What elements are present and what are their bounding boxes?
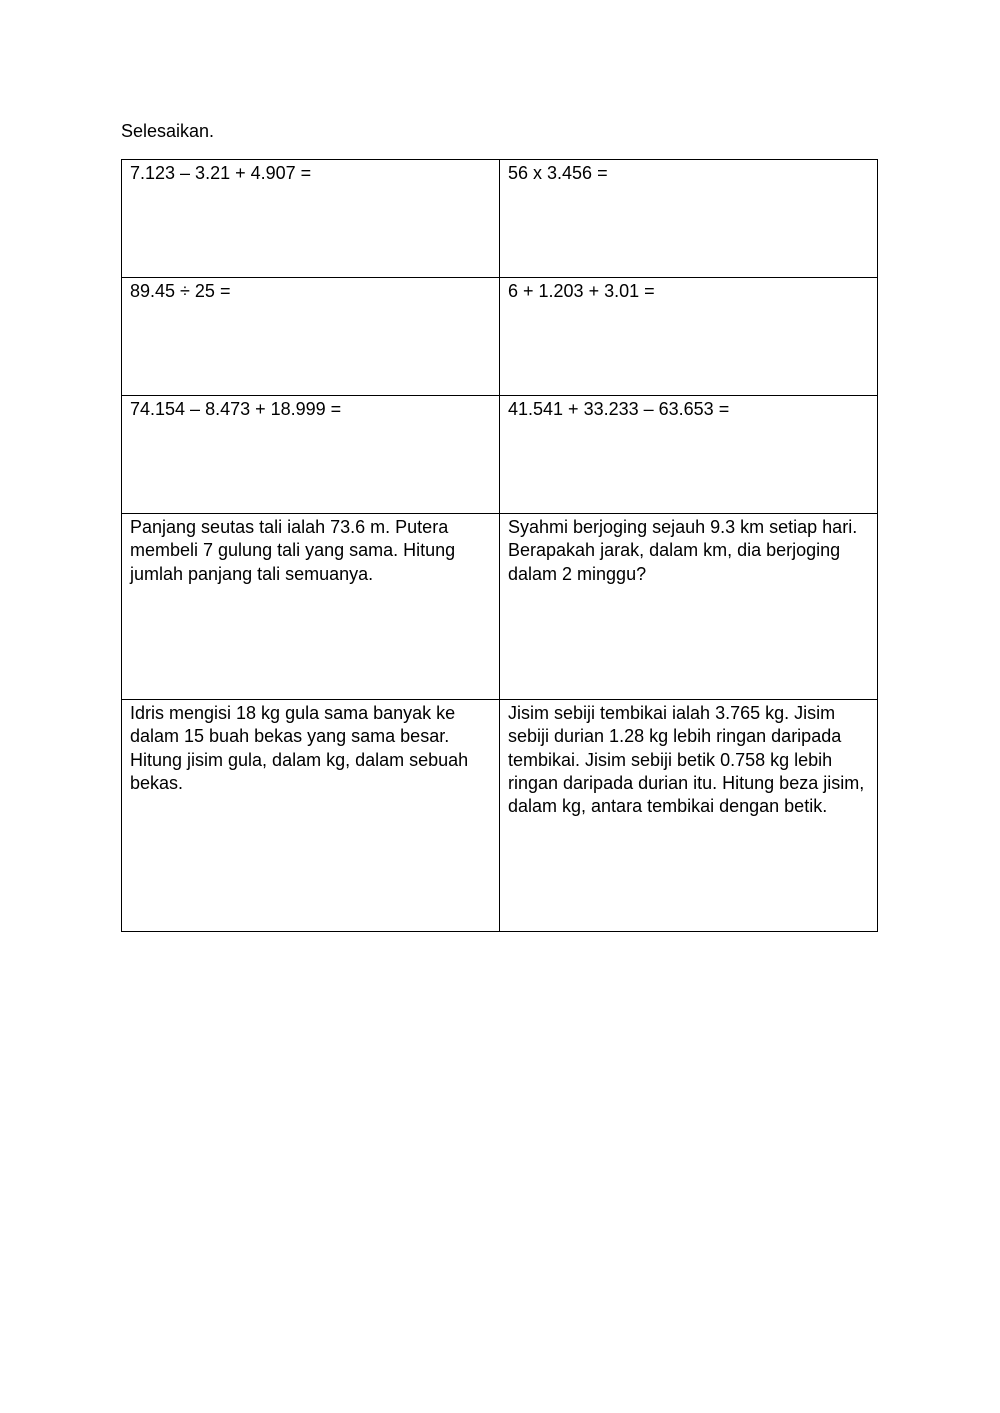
question-cell-1: 7.123 – 3.21 + 4.907 = [122,160,500,278]
question-cell-4: 6 + 1.203 + 3.01 = [500,278,878,396]
question-cell-8: Syahmi berjoging sejauh 9.3 km setiap hari. Berapakah jarak, dalam km, dia berjoging dalam 2 minggu? [500,514,878,700]
question-cell-2: 56 x 3.456 = [500,160,878,278]
question-cell-3: 89.45 ÷ 25 = [122,278,500,396]
table-row [122,514,878,700]
question-cell-6: 41.541 + 33.233 – 63.653 = [500,396,878,514]
question-cell-9: Idris mengisi 18 kg gula sama banyak ke dalam 15 buah bekas yang sama besar. Hitung jisim gula, dalam kg, dalam sebuah bekas. [122,700,500,932]
table-row [122,278,878,396]
question-cell-7: Panjang seutas tali ialah 73.6 m. Putera membeli 7 gulung tali yang sama. Hitung jumlah panjang tali semuanya. [122,514,500,700]
questions-table [121,159,878,932]
instruction-text: Selesaikan. [121,121,215,141]
table-row [122,396,878,514]
table-row [122,160,878,278]
question-cell-10: Jisim sebiji tembikai ialah 3.765 kg. Jisim sebiji durian 1.28 kg lebih ringan daripada tembikai. Jisim sebiji betik 0.758 kg lebih ringan daripada durian itu. Hitung beza jisim, dalam kg, antara tembikai dengan betik. [500,700,878,932]
question-cell-5: 74.154 – 8.473 + 18.999 = [122,396,500,514]
table-row [122,700,878,932]
